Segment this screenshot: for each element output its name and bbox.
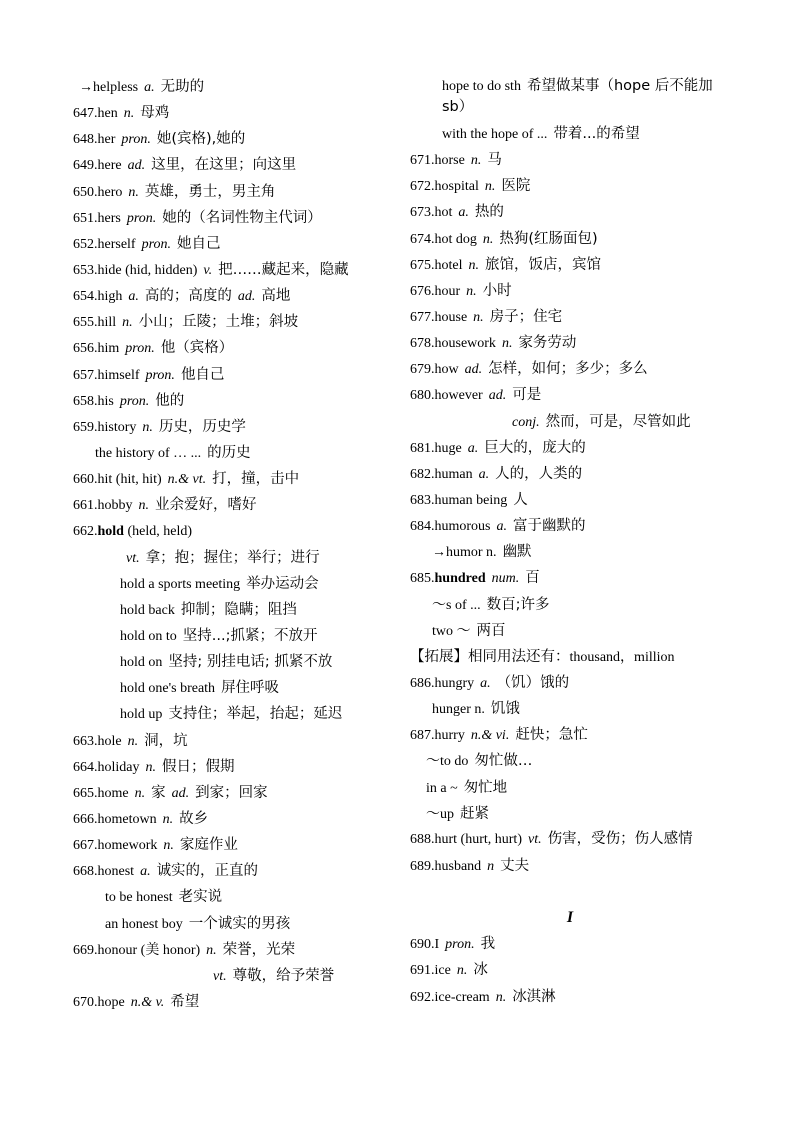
entry-meaning: 带着...的希望	[553, 126, 640, 142]
entry-word: 692.ice-cream	[410, 989, 490, 1005]
vocab-entry	[73, 335, 403, 361]
entry-meaning: 我	[480, 936, 496, 953]
part-of-speech: ad.	[488, 388, 507, 404]
vocab-entry	[73, 257, 403, 283]
part-of-speech: n.	[501, 336, 513, 352]
entry-meaning: 富于幽默的	[513, 518, 586, 535]
entry-meaning: 业余爱好，嗜好	[155, 497, 257, 514]
entry-word: 649.here	[73, 158, 122, 174]
part-of-speech: pron.	[445, 937, 475, 953]
entry-meaning: 坚持...;抓紧；不放开	[182, 627, 318, 644]
entry-meaning: 家	[151, 784, 166, 801]
vocab-entry	[73, 362, 403, 388]
entry-meaning: 英雄，勇士，男主角	[144, 183, 276, 200]
entry-word: 677.house	[410, 309, 468, 325]
part-of-speech: n.	[495, 989, 507, 1005]
vocab-entry	[73, 492, 403, 518]
vocab-entry	[410, 722, 730, 748]
vocab-entry	[410, 382, 730, 408]
section-gap	[410, 879, 730, 905]
entry-meaning: 巨大的，庞大的	[484, 439, 586, 456]
vocab-entry	[410, 696, 730, 722]
vocab-entry	[73, 205, 403, 231]
vocab-entry	[73, 858, 403, 884]
vocab-entry	[73, 100, 403, 126]
part-of-speech: ad.	[237, 289, 256, 305]
vocab-entry	[73, 179, 403, 205]
entry-word: 685.	[410, 571, 435, 587]
entry-word: the history of … ...	[95, 445, 202, 461]
entry-meaning: 故乡	[179, 810, 209, 827]
entry-meaning: 洞，坑	[144, 732, 188, 749]
entry-meaning: 把……藏起来，隐藏	[218, 261, 349, 278]
entry-meaning: 诚实的，正直的	[156, 863, 259, 880]
entry-word: 647.hen	[73, 106, 118, 122]
entry-word: hold back	[120, 602, 175, 618]
part-of-speech: n.	[484, 179, 496, 195]
part-of-speech: a.	[144, 80, 155, 95]
entry-meaning: 他的	[155, 392, 185, 409]
vocab-entry	[410, 409, 730, 435]
entry-word: 678.housework	[410, 336, 496, 352]
vocab-entry	[73, 623, 403, 649]
entry-meaning: 坚持; 别挂电话; 抓紧不放	[168, 654, 333, 671]
vocab-entry	[410, 565, 730, 591]
part-of-speech: a.	[128, 289, 139, 305]
entry-word: 654.high	[73, 289, 123, 305]
entry-meaning: 支持住；举起，抬起；延迟	[168, 706, 343, 723]
entry-meaning: 伤害，受伤；伤人感情	[547, 830, 693, 847]
entry-meaning: 她(宾格),她的	[156, 131, 246, 148]
entry-word: 681.huge	[410, 440, 462, 456]
entry-meaning: 热的	[474, 204, 504, 221]
entry-meaning: 然而，可是，尽管如此	[545, 413, 691, 430]
entry-word: 673.hot	[410, 205, 453, 221]
vocab-entry	[73, 571, 403, 597]
part-of-speech: ad.	[171, 785, 190, 801]
entry-meaning: 高地	[261, 288, 291, 305]
entry-meaning: 【拓展】相同用法还有：	[410, 648, 570, 665]
vocab-entry	[73, 675, 403, 701]
part-of-speech: vt.	[213, 968, 227, 984]
vocab-entry	[73, 989, 403, 1015]
vocab-entry	[73, 649, 403, 675]
vocab-entry	[73, 806, 403, 832]
entry-extra: thousand，million	[569, 649, 675, 665]
entry-meaning: 屏住呼吸	[221, 680, 280, 697]
vocab-entry	[410, 278, 730, 304]
entry-word: 648.her	[73, 132, 116, 148]
vocab-entry	[410, 121, 730, 147]
entry-word: ～up	[426, 806, 454, 822]
vocab-entry	[410, 513, 730, 539]
entry-word: →humor n.	[432, 545, 497, 561]
vocab-entry	[410, 74, 730, 121]
vocab-entry	[410, 147, 730, 173]
entry-word: 667.homework	[73, 838, 158, 854]
vocab-entry	[410, 199, 730, 225]
part-of-speech: n.	[206, 942, 217, 958]
entry-word: 659.history	[73, 419, 137, 435]
vocab-entry	[410, 853, 730, 879]
entry-meaning: 她的（名词性物主代词）	[162, 209, 322, 226]
entry-meaning: 幽默	[502, 544, 532, 561]
entry-word: 679.how	[410, 362, 459, 378]
part-of-speech: n.	[122, 315, 133, 331]
vocab-entry	[410, 775, 730, 801]
part-of-speech: n.	[127, 733, 139, 749]
entry-meaning: 热狗(红肠面包)	[499, 230, 598, 247]
part-of-speech: a.	[480, 675, 491, 691]
entry-meaning: 举办运动会	[246, 575, 319, 592]
entry-meaning: 他（宾格）	[160, 340, 234, 357]
entry-word: 661.hobby	[73, 498, 133, 514]
entry-word: 666.hometown	[73, 811, 157, 827]
vocab-entry	[73, 74, 403, 100]
vocab-entry	[73, 309, 403, 335]
entry-word: ～to do	[426, 754, 469, 770]
entry-meaning: 尊敬，给予荣誉	[232, 967, 335, 984]
vocab-entry	[73, 963, 403, 989]
entry-meaning: 历史，历史学	[158, 418, 246, 435]
entry-meaning: 马	[487, 152, 502, 169]
section-letter-heading: I	[566, 909, 574, 927]
entry-meaning: 家庭作业	[179, 837, 238, 854]
vocab-entry	[73, 701, 403, 727]
entry-meaning: 他自己	[180, 366, 225, 383]
entry-word: 663.hole	[73, 733, 122, 749]
entry-word: hold on to	[120, 628, 177, 644]
vocab-entry	[410, 957, 730, 983]
entry-meaning: 百	[525, 570, 540, 587]
entry-meaning: 荣誉，光荣	[222, 941, 296, 958]
part-of-speech: ad.	[464, 362, 483, 378]
part-of-speech: pron.	[119, 393, 150, 409]
vocab-entry	[410, 644, 730, 670]
entry-word: in a ~	[426, 780, 458, 796]
right-column	[410, 74, 730, 1010]
vocab-entry	[73, 728, 403, 754]
entry-meaning: 这里，在这里；向这里	[151, 157, 297, 174]
entry-word: with the hope of ...	[442, 127, 548, 142]
entry-meaning: 人	[513, 491, 528, 508]
entry-word: 665.home	[73, 785, 129, 801]
entry-word: 676.hour	[410, 283, 461, 299]
entry-meaning: 小时	[482, 282, 512, 299]
vocab-entry	[410, 618, 730, 644]
entry-word: 668.honest	[73, 864, 135, 880]
entry-word: 650.hero	[73, 184, 123, 200]
entry-word: 680.however	[410, 388, 483, 404]
vocab-entry	[73, 126, 403, 152]
entry-meaning: 数百;许多	[486, 596, 550, 613]
entry-word: 674.hot dog	[410, 231, 477, 247]
entry-meaning: 匆忙做…	[474, 753, 533, 770]
entry-meaning: 两百	[476, 622, 506, 639]
part-of-speech: a.	[458, 205, 469, 221]
entry-word: 686.hungry	[410, 675, 475, 691]
entry-meaning: 旅馆，饭店，宾馆	[485, 256, 601, 273]
entry-word: 652.herself	[73, 236, 136, 252]
entry-meaning: 赶紧	[460, 805, 489, 822]
entry-meaning: 一个诚实的男孩	[188, 915, 291, 932]
entry-meaning: 匆忙地	[463, 779, 508, 796]
vocab-entry	[73, 884, 403, 910]
entry-meaning: 打，撞，击中	[212, 471, 300, 488]
entry-word: 683.human being	[410, 492, 508, 508]
vocab-entry	[410, 931, 730, 957]
vocab-entry	[410, 670, 730, 696]
entry-word: 682.human	[410, 466, 473, 482]
entry-meaning: 丈夫	[500, 857, 530, 874]
vocab-entry	[73, 911, 403, 937]
vocab-entry	[73, 832, 403, 858]
part-of-speech: n	[487, 858, 495, 874]
part-of-speech: pron.	[141, 236, 172, 252]
entry-extra: (held, held)	[123, 524, 192, 540]
part-of-speech: n.	[123, 106, 135, 122]
entry-word: 672.hospital	[410, 179, 479, 195]
part-of-speech: n.& vt.	[167, 472, 207, 488]
entry-word: ～s of ...	[432, 597, 481, 613]
entry-word: 675.hotel	[410, 257, 463, 273]
entry-word: 688.hurt (hurt, hurt)	[410, 831, 522, 847]
part-of-speech: a.	[140, 864, 151, 880]
vocab-entry	[410, 539, 730, 565]
part-of-speech: n.	[473, 309, 484, 325]
entry-meaning: （饥）饿的	[496, 674, 570, 691]
part-of-speech: pron.	[126, 210, 157, 226]
entry-meaning: 赶快；急忙	[515, 727, 588, 744]
part-of-speech: n.	[145, 759, 156, 775]
entry-word: hold on	[120, 655, 163, 671]
entry-word: two ～	[432, 623, 471, 639]
vocab-entry	[410, 252, 730, 278]
entry-word: hold one's breath	[120, 681, 216, 697]
entry-word: 664.holiday	[73, 759, 140, 775]
vocab-entry	[410, 226, 730, 252]
entry-word: 690.I	[410, 937, 440, 953]
entry-meaning: 的历史	[207, 444, 251, 461]
vocab-entry	[410, 173, 730, 199]
entry-meaning: 小山；丘陵；土堆；斜坡	[138, 314, 299, 331]
part-of-speech: pron.	[145, 367, 175, 383]
entry-word: 657.himself	[73, 367, 140, 383]
entry-word: 687.hurry	[410, 728, 465, 744]
part-of-speech: n.	[162, 811, 174, 827]
vocab-entry	[410, 748, 730, 774]
entry-word: 669.honour (美 honor)	[73, 942, 201, 958]
vocab-entry	[73, 414, 403, 440]
part-of-speech: num.	[491, 571, 520, 587]
entry-meaning: 假日；假期	[162, 758, 235, 775]
part-of-speech: pron.	[121, 132, 151, 148]
vocab-entry	[410, 827, 730, 853]
part-of-speech: n.& vi.	[470, 728, 510, 744]
part-of-speech: n.	[466, 283, 477, 299]
entry-word: 658.his	[73, 393, 114, 409]
part-of-speech: conj.	[512, 414, 540, 430]
entry-meaning: 拿；抱；握住；举行；进行	[145, 549, 320, 566]
entry-word: 662.	[73, 524, 98, 540]
entry-word: 655.hill	[73, 315, 117, 331]
part-of-speech: n.	[138, 498, 149, 514]
entry-word: an honest boy	[105, 916, 183, 932]
entry-meaning: 冰	[473, 962, 488, 979]
part-of-speech: n.	[468, 257, 479, 273]
entry-word: hunger n.	[432, 702, 485, 718]
vocab-entry	[73, 937, 403, 963]
entry-word-bold: hold	[97, 524, 124, 540]
part-of-speech: n.	[482, 231, 494, 247]
entry-word: hope to do sth	[442, 79, 521, 94]
entry-meaning: 到家；回家	[195, 784, 268, 801]
vocab-entry	[73, 754, 403, 780]
entry-meaning: 房子；住宅	[489, 308, 563, 325]
part-of-speech: ad.	[127, 158, 146, 174]
part-of-speech: n.& v.	[130, 994, 165, 1010]
entry-meaning: 老实说	[178, 889, 223, 906]
entry-meaning: 母鸡	[140, 105, 170, 122]
entry-word: 670.hope	[73, 994, 125, 1010]
vocab-entry	[73, 440, 403, 466]
part-of-speech: v.	[203, 262, 213, 278]
vocab-entry	[410, 356, 730, 382]
entry-meaning: 可是	[512, 387, 542, 404]
part-of-speech: n.	[128, 184, 139, 200]
entry-word: hold a sports meeting	[120, 576, 241, 592]
vocab-entry	[73, 597, 403, 623]
part-of-speech: pron.	[125, 341, 155, 357]
entry-meaning: 饥饿	[490, 701, 520, 718]
entry-word-bold: hundred	[434, 571, 486, 587]
vocab-entry	[410, 801, 730, 827]
entry-meaning: 冰淇淋	[512, 988, 556, 1005]
vocab-entry	[73, 780, 403, 806]
entry-meaning: 希望	[170, 993, 200, 1010]
part-of-speech: a.	[478, 466, 490, 482]
entry-word: 656.him	[73, 341, 120, 357]
part-of-speech: a.	[496, 519, 507, 535]
entry-word: →helpless	[79, 80, 139, 95]
entry-meaning: 希望做某事（hope 后不能加 sb）	[442, 78, 713, 115]
part-of-speech: vt.	[527, 831, 542, 847]
vocab-entry	[410, 435, 730, 461]
entry-meaning: 她自己	[177, 235, 221, 252]
entry-word: 671.horse	[410, 153, 465, 169]
entry-meaning: 医院	[501, 178, 531, 195]
vocab-entry	[410, 461, 730, 487]
entry-word: 684.humorous	[410, 519, 491, 535]
part-of-speech: vt.	[126, 550, 140, 566]
vocab-entry	[73, 518, 403, 544]
vocab-entry	[73, 388, 403, 414]
vocab-entry	[73, 545, 403, 571]
vocab-entry	[410, 592, 730, 618]
part-of-speech: n.	[456, 963, 468, 979]
entry-word: hold up	[120, 707, 163, 723]
entry-word: 660.hit (hit, hit)	[73, 472, 162, 488]
entry-meaning: 人的，人类的	[495, 465, 583, 482]
vocab-entry	[73, 466, 403, 492]
part-of-speech: n.	[142, 419, 153, 435]
entry-word: 653.hide (hid, hidden)	[73, 262, 198, 278]
part-of-speech: n.	[134, 785, 146, 801]
vocab-entry	[410, 984, 730, 1010]
entry-word: 691.ice	[410, 963, 451, 979]
entry-meaning: 抑制；隐瞒；阻挡	[180, 601, 297, 618]
vocab-entry	[73, 152, 403, 178]
part-of-speech: n.	[470, 153, 482, 169]
vocab-entry	[73, 283, 403, 309]
entry-meaning: 怎样，如何；多少；多么	[488, 361, 648, 378]
entry-meaning: 家务劳动	[518, 335, 577, 352]
entry-word: 689.husband	[410, 858, 482, 874]
entry-meaning: 无助的	[160, 79, 205, 95]
entry-meaning: 高的；高度的	[144, 288, 232, 305]
entry-word: 651.hers	[73, 210, 121, 226]
vocab-entry	[410, 330, 730, 356]
vocab-entry	[73, 231, 403, 257]
part-of-speech: n.	[163, 838, 174, 854]
vocab-entry	[410, 304, 730, 330]
entry-word: to be honest	[105, 890, 173, 906]
part-of-speech: a.	[467, 440, 479, 456]
left-column	[73, 74, 403, 1015]
vocab-entry	[410, 487, 730, 513]
